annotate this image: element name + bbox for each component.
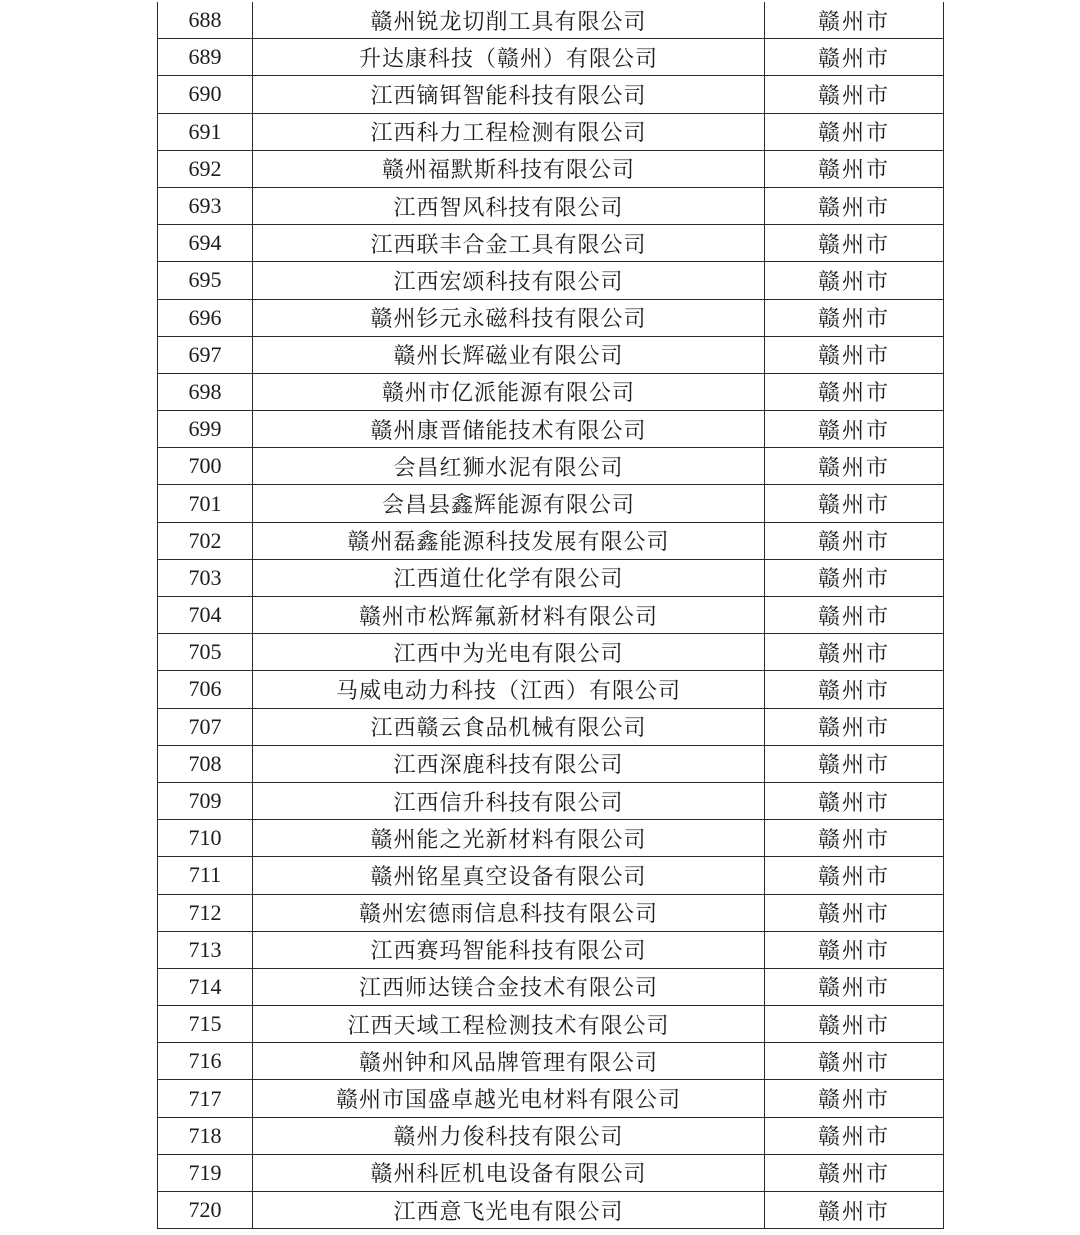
table-row <box>158 559 944 596</box>
company-name-cell: 赣州能之光新材料有限公司 <box>253 820 765 857</box>
row-number-cell: 695 <box>158 262 253 299</box>
company-name-cell: 赣州市松辉氟新材料有限公司 <box>253 597 765 634</box>
row-number-cell: 717 <box>158 1080 253 1117</box>
table-row <box>158 671 944 708</box>
row-number-cell: 702 <box>158 522 253 559</box>
table-row <box>158 597 944 634</box>
company-name-cell: 江西意飞光电有限公司 <box>253 1192 765 1229</box>
table-row <box>158 1192 944 1229</box>
city-cell: 赣州市 <box>765 1154 944 1191</box>
company-name-cell: 江西联丰合金工具有限公司 <box>253 225 765 262</box>
company-name-cell: 会昌县鑫辉能源有限公司 <box>253 485 765 522</box>
city-cell: 赣州市 <box>765 708 944 745</box>
row-number-cell: 720 <box>158 1192 253 1229</box>
city-cell: 赣州市 <box>765 559 944 596</box>
row-number-cell: 699 <box>158 411 253 448</box>
table-row <box>158 1006 944 1043</box>
table-row <box>158 448 944 485</box>
company-name-cell: 江西赣云食品机械有限公司 <box>253 708 765 745</box>
row-number-cell: 709 <box>158 782 253 819</box>
table-row <box>158 857 944 894</box>
row-number-cell: 690 <box>158 76 253 113</box>
row-number-cell: 693 <box>158 187 253 224</box>
table-row <box>158 2 944 39</box>
city-cell: 赣州市 <box>765 336 944 373</box>
row-number-cell: 700 <box>158 448 253 485</box>
table-row <box>158 411 944 448</box>
city-cell: 赣州市 <box>765 894 944 931</box>
table-row <box>158 894 944 931</box>
row-number-cell: 697 <box>158 336 253 373</box>
company-name-cell: 赣州钐元永磁科技有限公司 <box>253 299 765 336</box>
company-list-table <box>157 2 944 1229</box>
table-row <box>158 708 944 745</box>
table-row <box>158 634 944 671</box>
city-cell: 赣州市 <box>765 39 944 76</box>
company-name-cell: 江西中为光电有限公司 <box>253 634 765 671</box>
company-name-cell: 江西信升科技有限公司 <box>253 782 765 819</box>
row-number-cell: 716 <box>158 1043 253 1080</box>
city-cell: 赣州市 <box>765 113 944 150</box>
city-cell: 赣州市 <box>765 1117 944 1154</box>
row-number-cell: 703 <box>158 559 253 596</box>
table-row <box>158 262 944 299</box>
city-cell: 赣州市 <box>765 931 944 968</box>
row-number-cell: 718 <box>158 1117 253 1154</box>
row-number-cell: 692 <box>158 150 253 187</box>
row-number-cell: 698 <box>158 373 253 410</box>
row-number-cell: 715 <box>158 1006 253 1043</box>
table-row <box>158 1043 944 1080</box>
city-cell: 赣州市 <box>765 1006 944 1043</box>
company-name-cell: 江西智风科技有限公司 <box>253 187 765 224</box>
company-name-cell: 江西镝铒智能科技有限公司 <box>253 76 765 113</box>
row-number-cell: 708 <box>158 745 253 782</box>
table-row <box>158 968 944 1005</box>
table-row <box>158 299 944 336</box>
company-name-cell: 江西科力工程检测有限公司 <box>253 113 765 150</box>
company-name-cell: 赣州钟和风品牌管理有限公司 <box>253 1043 765 1080</box>
city-cell: 赣州市 <box>765 968 944 1005</box>
row-number-cell: 712 <box>158 894 253 931</box>
city-cell: 赣州市 <box>765 76 944 113</box>
row-number-cell: 688 <box>158 2 253 39</box>
company-name-cell: 马威电动力科技（江西）有限公司 <box>253 671 765 708</box>
company-name-cell: 赣州力俊科技有限公司 <box>253 1117 765 1154</box>
table-row <box>158 1080 944 1117</box>
row-number-cell: 706 <box>158 671 253 708</box>
table-row <box>158 1117 944 1154</box>
row-number-cell: 710 <box>158 820 253 857</box>
row-number-cell: 711 <box>158 857 253 894</box>
city-cell: 赣州市 <box>765 1043 944 1080</box>
table-row <box>158 745 944 782</box>
company-name-cell: 赣州宏德雨信息科技有限公司 <box>253 894 765 931</box>
city-cell: 赣州市 <box>765 1080 944 1117</box>
city-cell: 赣州市 <box>765 225 944 262</box>
row-number-cell: 689 <box>158 39 253 76</box>
table-row <box>158 373 944 410</box>
table-row <box>158 485 944 522</box>
company-name-cell: 赣州磊鑫能源科技发展有限公司 <box>253 522 765 559</box>
table-row <box>158 931 944 968</box>
city-cell: 赣州市 <box>765 597 944 634</box>
company-name-cell: 赣州市国盛卓越光电材料有限公司 <box>253 1080 765 1117</box>
city-cell: 赣州市 <box>765 522 944 559</box>
company-name-cell: 赣州长辉磁业有限公司 <box>253 336 765 373</box>
table-row <box>158 39 944 76</box>
row-number-cell: 704 <box>158 597 253 634</box>
city-cell: 赣州市 <box>765 2 944 39</box>
city-cell: 赣州市 <box>765 150 944 187</box>
table-body <box>158 2 944 1229</box>
city-cell: 赣州市 <box>765 187 944 224</box>
table-row <box>158 150 944 187</box>
city-cell: 赣州市 <box>765 299 944 336</box>
row-number-cell: 705 <box>158 634 253 671</box>
row-number-cell: 691 <box>158 113 253 150</box>
table-row <box>158 225 944 262</box>
table-row <box>158 187 944 224</box>
table-row <box>158 820 944 857</box>
row-number-cell: 694 <box>158 225 253 262</box>
table-row <box>158 782 944 819</box>
table-row <box>158 336 944 373</box>
row-number-cell: 719 <box>158 1154 253 1191</box>
company-name-cell: 赣州锐龙切削工具有限公司 <box>253 2 765 39</box>
city-cell: 赣州市 <box>765 671 944 708</box>
city-cell: 赣州市 <box>765 411 944 448</box>
city-cell: 赣州市 <box>765 262 944 299</box>
city-cell: 赣州市 <box>765 373 944 410</box>
company-name-cell: 赣州铭星真空设备有限公司 <box>253 857 765 894</box>
city-cell: 赣州市 <box>765 745 944 782</box>
company-name-cell: 赣州科匠机电设备有限公司 <box>253 1154 765 1191</box>
company-name-cell: 江西宏颂科技有限公司 <box>253 262 765 299</box>
city-cell: 赣州市 <box>765 448 944 485</box>
city-cell: 赣州市 <box>765 782 944 819</box>
table-row <box>158 113 944 150</box>
company-name-cell: 江西天域工程检测技术有限公司 <box>253 1006 765 1043</box>
company-name-cell: 江西深鹿科技有限公司 <box>253 745 765 782</box>
row-number-cell: 696 <box>158 299 253 336</box>
row-number-cell: 713 <box>158 931 253 968</box>
company-name-cell: 赣州康晋储能技术有限公司 <box>253 411 765 448</box>
city-cell: 赣州市 <box>765 820 944 857</box>
row-number-cell: 707 <box>158 708 253 745</box>
company-name-cell: 江西师达镁合金技术有限公司 <box>253 968 765 1005</box>
city-cell: 赣州市 <box>765 634 944 671</box>
city-cell: 赣州市 <box>765 485 944 522</box>
company-name-cell: 升达康科技（赣州）有限公司 <box>253 39 765 76</box>
city-cell: 赣州市 <box>765 1192 944 1229</box>
row-number-cell: 701 <box>158 485 253 522</box>
table-row <box>158 522 944 559</box>
company-name-cell: 会昌红狮水泥有限公司 <box>253 448 765 485</box>
table-row <box>158 76 944 113</box>
company-name-cell: 赣州福默斯科技有限公司 <box>253 150 765 187</box>
company-name-cell: 赣州市亿派能源有限公司 <box>253 373 765 410</box>
city-cell: 赣州市 <box>765 857 944 894</box>
table-row <box>158 1154 944 1191</box>
company-name-cell: 江西道仕化学有限公司 <box>253 559 765 596</box>
company-name-cell: 江西赛玛智能科技有限公司 <box>253 931 765 968</box>
row-number-cell: 714 <box>158 968 253 1005</box>
